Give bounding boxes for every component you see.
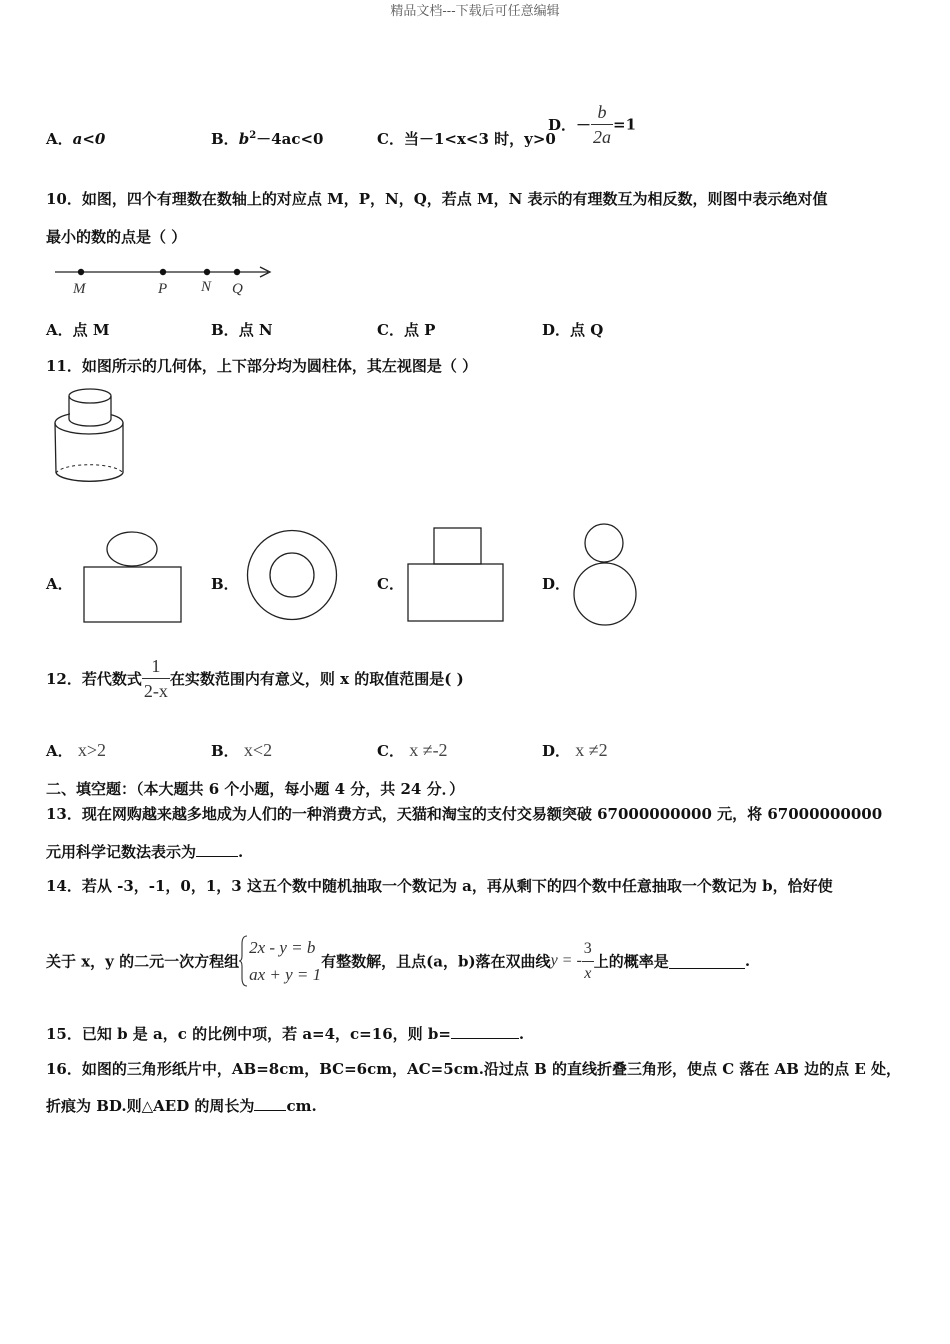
point-p [160, 269, 166, 275]
q12-option-b-text: x<2 [243, 740, 273, 760]
q9-option-b-sup: 2 [249, 130, 257, 141]
q9-option-a[interactable] [46, 128, 105, 149]
q11-option-a-figure[interactable] [82, 530, 184, 626]
q9-option-d-den: 2a [593, 127, 612, 147]
q14-text-mid: 有整数解，且点(a，b)落在双曲线 [321, 952, 551, 971]
q14-answer-blank[interactable] [669, 954, 745, 969]
label-p: P [158, 281, 168, 297]
q13-text-line2-text: 元用科学记数法表示为 [46, 843, 197, 861]
q13-text-line2 [46, 841, 243, 862]
q12-option-d-letter: D． [542, 742, 571, 760]
q14-eq1: 2x - y = b [249, 938, 316, 957]
q11-option-c-figure[interactable] [406, 526, 506, 624]
q12-option-c-text: x ≠-2 [409, 740, 448, 760]
q10-option-c[interactable] [377, 319, 435, 340]
q12-fraction [142, 654, 170, 703]
q14-text-post: 上的概率是 [593, 952, 669, 971]
q16-text-line2 [46, 1095, 317, 1116]
q11-option-c[interactable]: C． [377, 575, 404, 593]
label-m: M [73, 281, 86, 297]
q16-text-line2-text: 折痕为 BD.则△AED 的周长为 [46, 1097, 255, 1115]
q9-option-d-fraction [591, 100, 613, 149]
q12-option-b-letter: B． [211, 742, 239, 760]
q9-option-d[interactable] [548, 100, 636, 149]
cylinder-solid-figure [50, 385, 130, 487]
q12-text-post: 在实数范围内有意义，则 x 的取值范围是( ) [169, 670, 464, 688]
q10-option-d-letter: D． [542, 321, 571, 339]
q14-hyper-den: x [584, 964, 592, 982]
q15-text [46, 1023, 524, 1044]
q9-option-d-letter: D．－ [548, 116, 592, 134]
q16-text-line1: 16．如图的三角形纸片中，AB=8cm，BC=6cm，AC=5cm.沿过点 B 的直线折叠三角形，使点 C 落在 AB 边的点 E 处， [46, 1060, 902, 1078]
q12-option-b[interactable] [211, 740, 272, 761]
q14-equation-system [239, 934, 321, 988]
q10-text-line2: 最小的数的点是（ ） [46, 228, 187, 246]
q15-answer-blank[interactable] [451, 1024, 519, 1039]
q12-text-pre: 12．若代数式 [46, 670, 142, 688]
point-q [234, 269, 240, 275]
point-n [204, 269, 210, 275]
q9-option-a-letter: A． [46, 130, 73, 148]
q12-text [46, 654, 464, 703]
point-m [78, 269, 84, 275]
q15-text-main: 15．已知 b 是 a，c 的比例中项，若 a=4，c=16，则 b= [46, 1025, 451, 1043]
q10-option-a-text: 点 M [72, 321, 110, 339]
q11-option-b[interactable]: B． [211, 575, 239, 593]
q14-text-line1: 14．若从 -3，-1，0，1，3 这五个数中随机抽取一个数记为 a，再从剩下的四个数中任意抽取一个数记为 b，恰好使 [46, 877, 833, 895]
q9-option-a-text: a<0 [72, 130, 106, 148]
q10-text-line1: 10．如图，四个有理数在数轴上的对应点 M，P，N，Q，若点 M，N 表示的有理数互为相反数，则图中表示绝对值 [46, 190, 828, 208]
left-brace-icon [239, 934, 249, 988]
q13-text-line1: 13．现在网购越来越多地成为人们的一种消费方式，天猫和淘宝的支付交易额突破 67000000000 元，将 67000000000 [46, 805, 883, 823]
q10-option-c-letter: C． [377, 321, 404, 339]
q10-option-a[interactable] [46, 319, 109, 340]
q9-option-c-text: 当－1<x<3 时，y>0 [403, 130, 556, 148]
q12-option-a-text: x>2 [77, 740, 107, 760]
q14-hyper-y: y = - [550, 952, 582, 969]
q10-option-d-text: 点 Q [570, 321, 604, 339]
q10-option-b-letter: B． [211, 321, 239, 339]
q12-option-d-text: x ≠2 [575, 740, 608, 760]
q10-option-a-letter: A． [46, 321, 73, 339]
q9-option-b[interactable] [211, 128, 323, 149]
q10-option-b[interactable] [211, 319, 273, 340]
q11-text: 11．如图所示的几何体，上下部分均为圆柱体，其左视图是（ ） [46, 357, 478, 375]
q9-option-b-b: b [238, 130, 250, 148]
q12-option-c[interactable] [377, 740, 448, 761]
q12-option-a-letter: A． [46, 742, 73, 760]
q11-option-a[interactable]: A． [46, 575, 73, 593]
q12-fraction-num: 1 [142, 654, 170, 679]
q10-option-d[interactable] [542, 319, 603, 340]
q15-text-end: . [518, 1025, 525, 1043]
page-header: 精品文档---下载后可任意编辑 [390, 4, 560, 19]
q11-option-d[interactable]: D． [542, 575, 571, 593]
q9-option-b-rest: －4ac<0 [256, 130, 324, 148]
q12-option-a[interactable] [46, 740, 106, 761]
q14-text-pre: 关于 x，y 的二元一次方程组 [46, 952, 240, 971]
q9-option-d-num: b [591, 100, 613, 125]
q16-text-line2-end: cm. [286, 1097, 317, 1115]
q14-hyperbola [551, 937, 594, 986]
label-n: N [201, 279, 212, 295]
q12-option-d[interactable] [542, 740, 608, 761]
q16-answer-blank[interactable] [254, 1096, 286, 1111]
section-2-heading: 二、填空题：（本大题共 6 个小题，每小题 4 分，共 24 分．） [46, 780, 465, 798]
q9-option-c[interactable] [377, 128, 556, 149]
label-q: Q [232, 281, 243, 297]
q9-option-d-tail: =1 [613, 115, 637, 134]
q11-option-b-figure[interactable] [245, 528, 339, 622]
q12-fraction-den: 2-x [143, 681, 168, 701]
q13-answer-blank[interactable] [196, 842, 238, 857]
number-line-figure [50, 262, 280, 300]
q14-hyper-num: 3 [582, 937, 594, 962]
q14-text-end: . [744, 952, 751, 970]
q14-text-line2 [46, 934, 750, 988]
q9-option-b-letter: B． [211, 130, 239, 148]
q13-text-line2-end: . [238, 843, 244, 861]
q10-option-c-text: 点 P [403, 321, 436, 339]
q12-option-c-letter: C． [377, 742, 404, 760]
q9-option-c-letter: C． [377, 130, 404, 148]
q10-option-b-text: 点 N [238, 321, 273, 339]
q14-eq2: ax + y = 1 [249, 965, 322, 984]
q11-option-d-figure[interactable] [571, 522, 639, 628]
